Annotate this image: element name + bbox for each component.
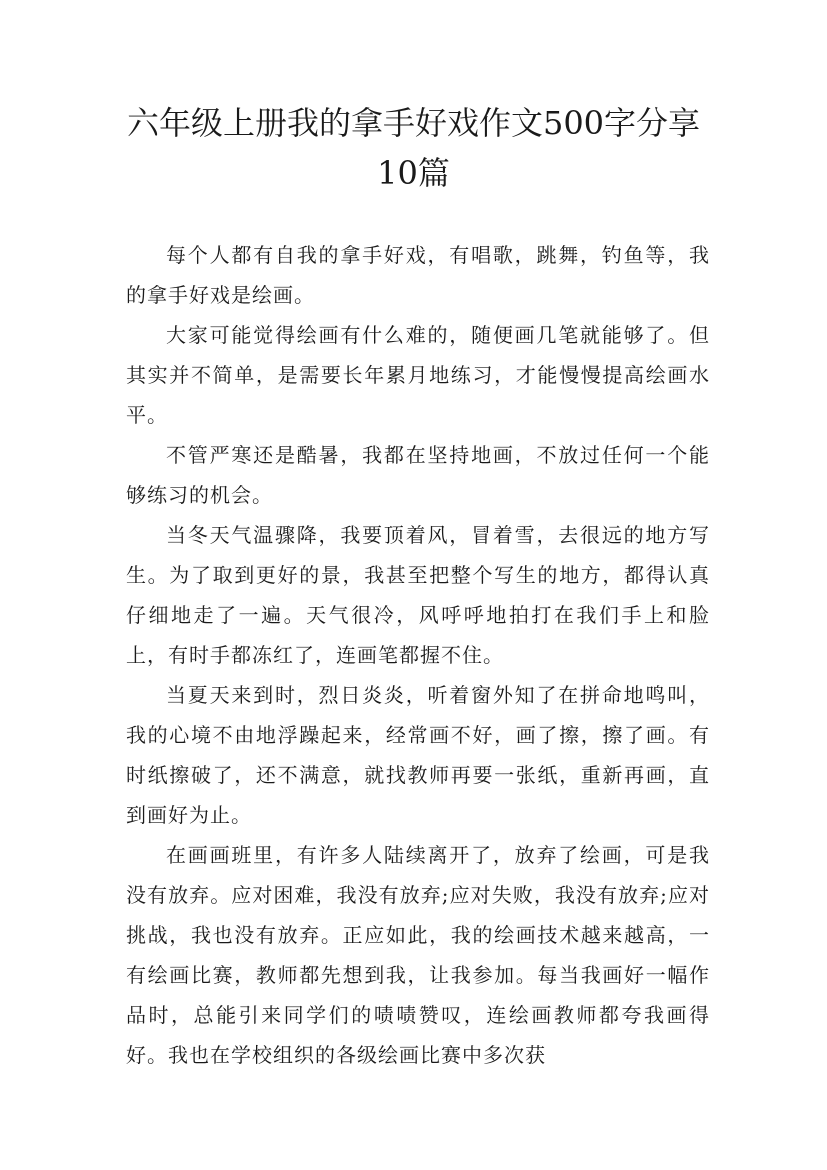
paragraph: 不管严寒还是酷暑，我都在坚持地画，不放过任何一个能够练习的机会。 (126, 443, 710, 507)
paragraph: 每个人都有自我的拿手好戏，有唱歌，跳舞，钓鱼等，我的拿手好戏是绘画。 (126, 243, 710, 307)
article-body (126, 235, 710, 1075)
page-title (100, 98, 727, 198)
title-line-1: 六年级上册我的拿手好戏作文500字分享 (126, 104, 701, 142)
paragraph: 当冬天气温骤降，我要顶着风，冒着雪，去很远的地方写生。为了取到更好的景，我甚至把整个写生的地方，都得认真仔细地走了一遍。天气很冷，风呼呼地拍打在我们手上和脸上，有时手都冻红了，连画笔都握不住。 (126, 523, 710, 667)
paragraph: 当夏天来到时，烈日炎炎，听着窗外知了在拼命地鸣叫，我的心境不由地浮躁起来，经常画不好，画了擦，擦了画。有时纸擦破了，还不满意，就找教师再要一张纸，重新再画，直到画好为止。 (126, 683, 710, 827)
title-line-2: 10篇 (377, 154, 450, 192)
paragraph: 在画画班里，有许多人陆续离开了，放弃了绘画，可是我没有放弃。应对困难，我没有放弃;应对失败，我没有放弃;应对挑战，我也没有放弃。正应如此，我的绘画技术越来越高，一有绘画比赛，教师都先想到我，让我参加。每当我画好一幅作品时，总能引来同学们的啧啧赞叹，连绘画教师都夸我画得好。我也在学校组织的各级绘画比赛中多次获 (126, 843, 710, 1067)
paragraph: 大家可能觉得绘画有什么难的，随便画几笔就能够了。但其实并不简单，是需要长年累月地练习，才能慢慢提高绘画水平。 (126, 323, 710, 427)
